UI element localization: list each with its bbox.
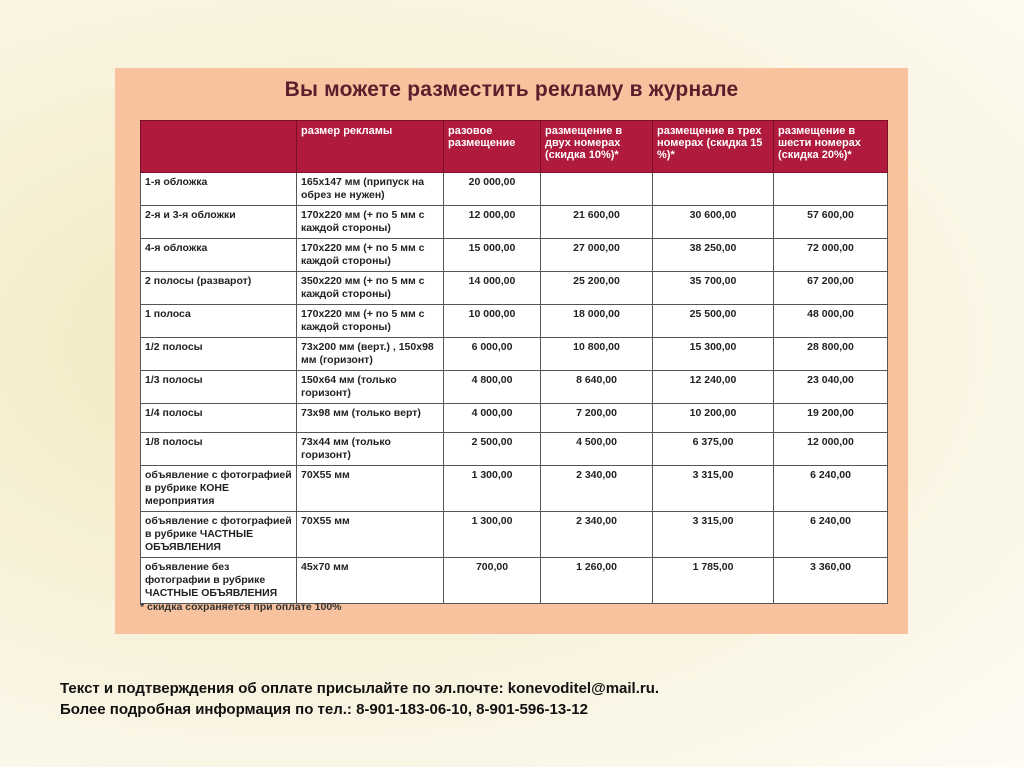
contact-email-line: Текст и подтверждения об оплате присылайте по эл.почте: konevoditel@mail.ru. bbox=[60, 680, 660, 697]
ad-type-cell: объявление с фотографией в рубрике КОНЕ мероприятия bbox=[141, 466, 297, 512]
price-cell: 3 315,00 bbox=[653, 512, 774, 558]
ad-type-cell: 1/2 полосы bbox=[141, 338, 297, 371]
price-cell: 4 800,00 bbox=[444, 371, 541, 404]
price-cell: 67 200,00 bbox=[774, 272, 888, 305]
table-row bbox=[141, 272, 888, 305]
price-cell: 700,00 bbox=[444, 558, 541, 604]
table-row bbox=[141, 404, 888, 433]
ad-size-cell: 70X55 мм bbox=[297, 466, 444, 512]
ad-type-cell: 2-я и 3-я обложки bbox=[141, 206, 297, 239]
ad-size-cell: 70X55 мм bbox=[297, 512, 444, 558]
price-table bbox=[140, 120, 888, 604]
price-cell: 2 500,00 bbox=[444, 433, 541, 466]
ad-type-cell: 1/8 полосы bbox=[141, 433, 297, 466]
price-cell: 35 700,00 bbox=[653, 272, 774, 305]
price-cell: 6 375,00 bbox=[653, 433, 774, 466]
price-cell: 15 300,00 bbox=[653, 338, 774, 371]
ad-size-cell: 165x147 мм (припуск на обрез не нужен) bbox=[297, 173, 444, 206]
price-cell: 21 600,00 bbox=[541, 206, 653, 239]
price-cell: 18 000,00 bbox=[541, 305, 653, 338]
ad-size-cell: 73x98 мм (только верт) bbox=[297, 404, 444, 433]
ad-type-cell: объявление без фотографии в рубрике ЧАСТНЫЕ ОБЪЯВЛЕНИЯ bbox=[141, 558, 297, 604]
price-cell: 8 640,00 bbox=[541, 371, 653, 404]
price-cell: 6 240,00 bbox=[774, 466, 888, 512]
price-cell: 28 800,00 bbox=[774, 338, 888, 371]
column-header: размещение в двух номерах (скидка 10%)* bbox=[541, 121, 653, 173]
price-cell: 25 500,00 bbox=[653, 305, 774, 338]
table-row bbox=[141, 512, 888, 558]
price-cell: 20 000,00 bbox=[444, 173, 541, 206]
price-cell: 19 200,00 bbox=[774, 404, 888, 433]
price-cell: 12 240,00 bbox=[653, 371, 774, 404]
price-cell: 3 315,00 bbox=[653, 466, 774, 512]
price-cell: 15 000,00 bbox=[444, 239, 541, 272]
price-cell: 6 000,00 bbox=[444, 338, 541, 371]
ad-size-cell: 45x70 мм bbox=[297, 558, 444, 604]
discount-note: * скидка сохраняется при оплате 100% bbox=[140, 601, 342, 613]
price-cell: 1 300,00 bbox=[444, 466, 541, 512]
ad-type-cell: 2 полосы (разварот) bbox=[141, 272, 297, 305]
price-cell: 30 600,00 bbox=[653, 206, 774, 239]
ad-size-cell: 73x200 мм (верт.) , 150x98 мм (горизонт) bbox=[297, 338, 444, 371]
table-row bbox=[141, 206, 888, 239]
ad-size-cell: 170x220 мм (+ по 5 мм с каждой стороны) bbox=[297, 305, 444, 338]
panel-title: Вы можете разместить рекламу в журнале bbox=[284, 78, 739, 101]
price-cell: 1 260,00 bbox=[541, 558, 653, 604]
ad-type-cell: 4-я обложка bbox=[141, 239, 297, 272]
table-row bbox=[141, 371, 888, 404]
price-cell: 48 000,00 bbox=[774, 305, 888, 338]
table-row bbox=[141, 433, 888, 466]
ad-size-cell: 170x220 мм (+ по 5 мм с каждой стороны) bbox=[297, 206, 444, 239]
ad-size-cell: 350x220 мм (+ по 5 мм с каждой стороны) bbox=[297, 272, 444, 305]
column-header: размещение в шести номерах (скидка 20%)* bbox=[774, 121, 888, 173]
ad-size-cell: 73x44 мм (только горизонт) bbox=[297, 433, 444, 466]
column-header: разовое размещение bbox=[444, 121, 541, 173]
table-row bbox=[141, 239, 888, 272]
price-cell: 2 340,00 bbox=[541, 512, 653, 558]
table-row bbox=[141, 466, 888, 512]
price-cell: 72 000,00 bbox=[774, 239, 888, 272]
column-header: размер рекламы bbox=[297, 121, 444, 173]
price-cell: 7 200,00 bbox=[541, 404, 653, 433]
price-cell bbox=[653, 173, 774, 206]
price-cell: 38 250,00 bbox=[653, 239, 774, 272]
price-cell: 4 000,00 bbox=[444, 404, 541, 433]
ad-type-cell: объявление с фотографией в рубрике ЧАСТНЫЕ ОБЪЯВЛЕНИЯ bbox=[141, 512, 297, 558]
price-cell: 3 360,00 bbox=[774, 558, 888, 604]
table-row bbox=[141, 558, 888, 604]
price-cell: 12 000,00 bbox=[774, 433, 888, 466]
ad-type-cell: 1-я обложка bbox=[141, 173, 297, 206]
ad-type-cell: 1/4 полосы bbox=[141, 404, 297, 433]
ad-type-cell: 1 полоса bbox=[141, 305, 297, 338]
table-row bbox=[141, 173, 888, 206]
price-cell: 10 000,00 bbox=[444, 305, 541, 338]
price-cell: 23 040,00 bbox=[774, 371, 888, 404]
table-row bbox=[141, 338, 888, 371]
price-panel bbox=[115, 68, 908, 634]
ad-size-cell: 150x64 мм (только горизонт) bbox=[297, 371, 444, 404]
price-cell: 27 000,00 bbox=[541, 239, 653, 272]
price-cell: 1 300,00 bbox=[444, 512, 541, 558]
price-cell: 2 340,00 bbox=[541, 466, 653, 512]
price-cell: 6 240,00 bbox=[774, 512, 888, 558]
price-cell: 4 500,00 bbox=[541, 433, 653, 466]
table-row bbox=[141, 305, 888, 338]
price-cell: 10 200,00 bbox=[653, 404, 774, 433]
contact-info bbox=[60, 678, 659, 720]
column-header bbox=[141, 121, 297, 173]
price-cell: 1 785,00 bbox=[653, 558, 774, 604]
price-cell bbox=[541, 173, 653, 206]
price-cell: 12 000,00 bbox=[444, 206, 541, 239]
price-cell: 57 600,00 bbox=[774, 206, 888, 239]
table-header-row bbox=[141, 121, 888, 173]
price-cell: 14 000,00 bbox=[444, 272, 541, 305]
ad-type-cell: 1/3 полосы bbox=[141, 371, 297, 404]
column-header: размещение в трех номерах (скидка 15 %)* bbox=[653, 121, 774, 173]
price-cell: 25 200,00 bbox=[541, 272, 653, 305]
price-cell bbox=[774, 173, 888, 206]
contact-phone-line: Более подробная информация по тел.: 8-901-183-06-10, 8-901-596-13-12 bbox=[60, 701, 588, 718]
ad-size-cell: 170x220 мм (+ по 5 мм с каждой стороны) bbox=[297, 239, 444, 272]
price-cell: 10 800,00 bbox=[541, 338, 653, 371]
